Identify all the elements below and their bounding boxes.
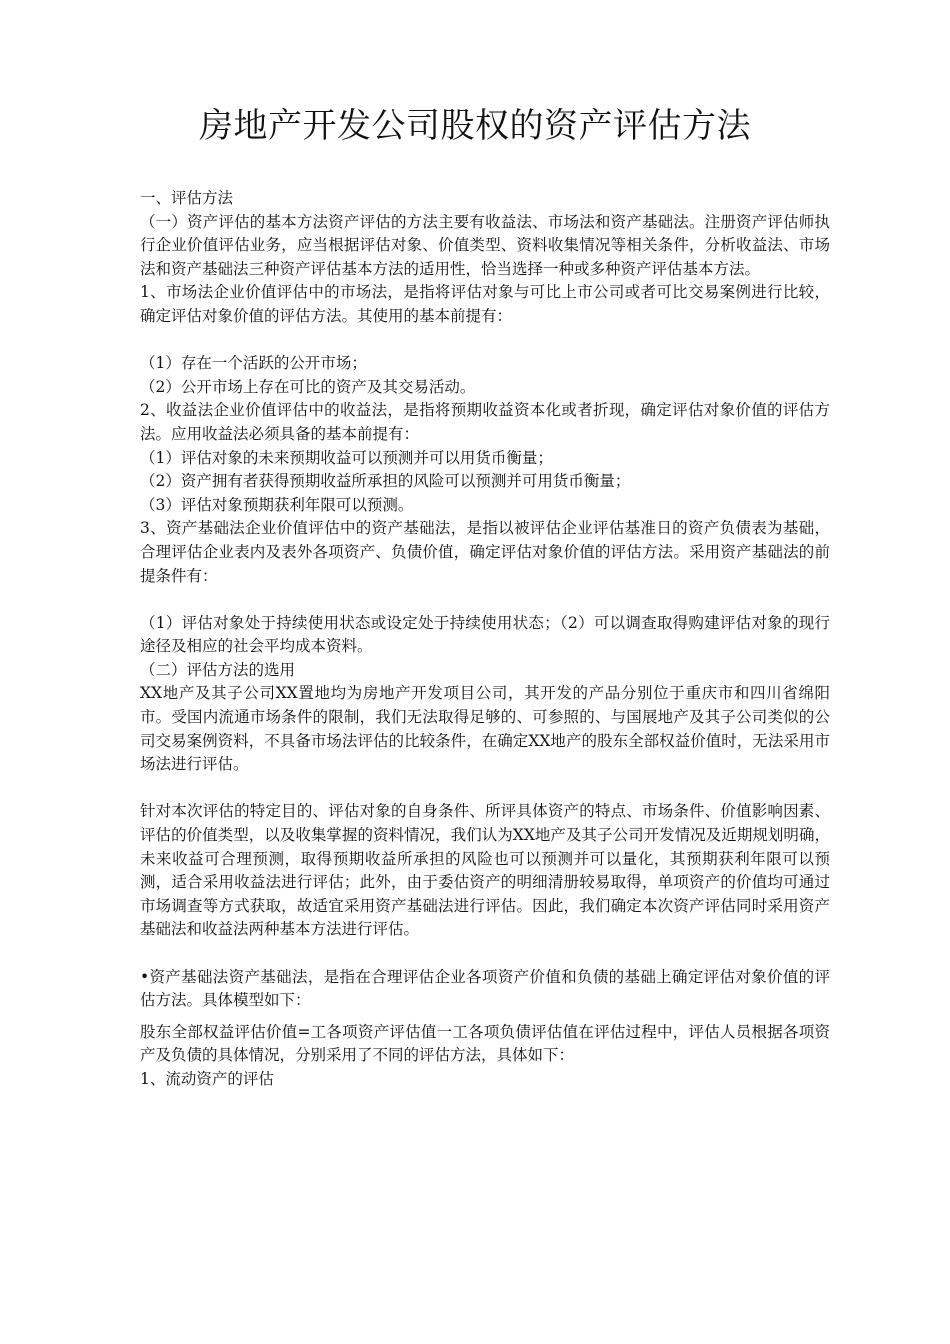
paragraph: 3、资产基础法企业价值评估中的资产基础法，是指以被评估企业评估基准日的资产负债表为基础，合理评估企业表内及表外各项资产、负债价值，确定评估对象价值的评估方法。采用资产基础法的前提条件有： [140,519,830,585]
section-heading: 一、评估方法 [140,189,234,207]
paragraph: 股东全部权益评估价值=工各项资产评估值一工各项负债评估值在评估过程中，评估人员根据各项资产及负债的具体情况，分别采用了不同的评估方法，具体如下： [140,1022,830,1065]
section-heading: 1、流动资产的评估 [140,1069,274,1088]
paragraph: （1）评估对象处于持续使用状态或设定处于持续使用状态；（2）可以调查取得购建评估对象的现行途径及相应的社会平均成本资料。 [140,613,830,656]
list-item: （2）资产拥有者获得预期收益所承担的风险可以预测并可用货币衡量； [140,472,631,491]
paragraph: 2、收益法企业价值评估中的收益法，是指将预期收益资本化或者折现，确定评估对象价值的评估方法。应用收益法必须具备的基本前提有： [140,401,830,443]
paragraph: （一）资产评估的基本方法资产评估的方法主要有收益法、市场法和资产基础法。注册资产评估师执行企业价值评估业务，应当根据评估对象、价值类型、资料收集情况等相关条件，分析收益法、市场法和资产基础法三种资产评估基本方法的适用性，恰当选择一种或多种资产评估基本方法。 [140,212,830,278]
list-item: （3）评估对象预期获利年限可以预测。 [140,495,414,514]
section-heading: （二）评估方法的选用 [140,660,296,679]
document-title: 房地产开发公司股权的资产评估方法 [199,106,751,146]
paragraph-gap [140,1013,830,1021]
list-item: （1）评估对象的未来预期收益可以预测并可以用货币衡量； [140,448,553,467]
blank-line [140,942,830,966]
blank-line [140,588,830,612]
blank-line [140,777,830,801]
paragraph: XX地产及其子公司XX置地均为房地产开发项目公司，其开发的产品分别位于重庆市和四川省绵阳市。受国内流通市场条件的限制，我们无法取得足够的、可参照的、与国展地产及其子公司类似的公司交易案例资料，不具备市场法评估的比较条件，在确定XX地产的股东全部权益价值时，无法采用市场法进行评估。 [140,684,830,774]
paragraph: 1、市场法企业价值评估中的市场法，是指将评估对象与可比上市公司或者可比交易案例进行比较，确定评估对象价值的评估方法。其使用的基本前提有： [140,283,830,325]
paragraph: 针对本次评估的特定目的、评估对象的自身条件、所评具体资产的特点、市场条件、价值影响因素、评估的价值类型，以及收集掌握的资料情况，我们认为XX地产及其子公司开发情况及近期规划明确，未来收益可合理预测，取得预期收益所承担的风险也可以预测并可以量化，其预期获利年限可以预测，适合采用收益法进行评估；此外，由于委估资产的明细清册较易取得，单项资产的价值均可通过市场调查等方式获取，故适宜采用资产基础法进行评估。因此，我们确定本次资产评估同时采用资产基础法和收益法两种基本方法进行评估。 [140,802,830,939]
blank-line [140,329,830,353]
bullet-paragraph: •资产基础法资产基础法，是指在合理评估企业各项资产价值和负债的基础上确定评估对象价值的评估方法。具体模型如下： [140,967,830,1010]
document-body [140,187,830,1092]
list-item: （1）存在一个活跃的公开市场； [140,354,367,373]
list-item: （2）公开市场上存在可比的资产及其交易活动。 [140,377,476,396]
